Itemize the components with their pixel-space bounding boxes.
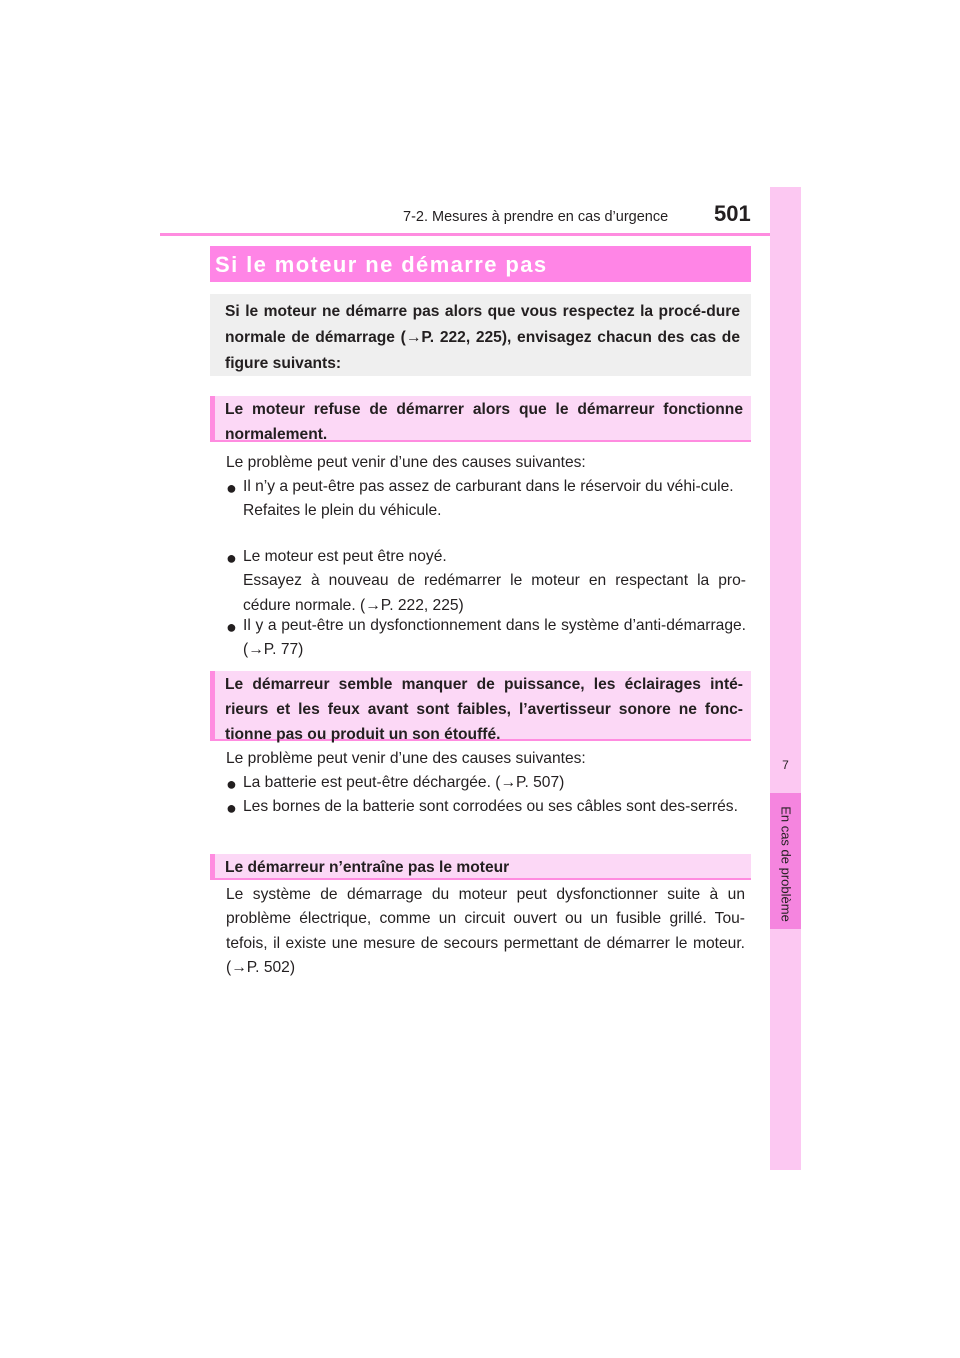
section-heading-3: Le démarreur n’entraîne pas le moteur [210,854,751,880]
list-item-text: Le moteur est peut être noyé. [243,548,447,565]
section-lead-3: Le système de démarrage du moteur peut dysfonctionner suite à un problème électrique, comme un circuit ouvert ou un fusible grillé. Tou-tefois, il existe une mesure de secours permettant de démarrer le moteur. (→P. 502) [226,886,745,976]
bullet-icon: ● [226,798,237,818]
list-item [226,545,746,618]
page-title: Si le moteur ne démarre pas [210,246,751,282]
chapter-tab-strip [770,187,801,1170]
list-item [226,614,746,663]
header-rule [160,233,800,236]
list-item [226,771,746,795]
list-item-text: La batterie est peut-être déchargée. (→P. 507) [243,774,565,791]
bullet-icon: ● [226,774,237,794]
list-item-subtext: Essayez à nouveau de redémarrer le moteur en respectant la pro-cédure normale. (→P. 222, 225) [243,572,746,614]
chapter-number: 7 [782,758,789,772]
section-heading-2: Le démarreur semble manquer de puissance, les éclairages inté-rieurs et les feux avant sont faibles, l’avertisseur sonore ne fonc-tionne pas ou produit un son étouffé. [210,671,751,741]
bullet-icon: ● [226,548,237,568]
section-title: 7-2. Mesures à prendre en cas d’urgence [403,209,669,225]
chapter-label: En cas de problème [778,806,794,922]
bullet-icon: ● [226,478,237,498]
section-lead-1: Le problème peut venir d’une des causes suivantes: [226,454,586,471]
list-item-text: Les bornes de la batterie sont corrodées ou ses câbles sont des-serrés. [243,798,738,815]
list-item-text: Il y a peut-être un dysfonctionnement dans le système d’anti-démarrage. (→P. 77) [243,617,746,659]
list-item [226,795,746,819]
intro-box: Si le moteur ne démarre pas alors que vous respectez la procé-dure normale de démarrage (→P. 222, 225), envisagez chacun des cas de figure suivants: [210,294,751,376]
list-item [226,475,746,524]
page-number: 501 [714,201,751,226]
list-item-text: Il n’y a peut-être pas assez de carburant dans le réservoir du véhi-cule. [243,478,734,495]
section-heading-1: Le moteur refuse de démarrer alors que le démarreur fonctionne normalement. [210,396,751,442]
bullet-icon: ● [226,617,237,637]
list-item-subtext: Refaites le plein du véhicule. [243,502,442,520]
section-lead-2: Le problème peut venir d’une des causes suivantes: [226,750,586,767]
